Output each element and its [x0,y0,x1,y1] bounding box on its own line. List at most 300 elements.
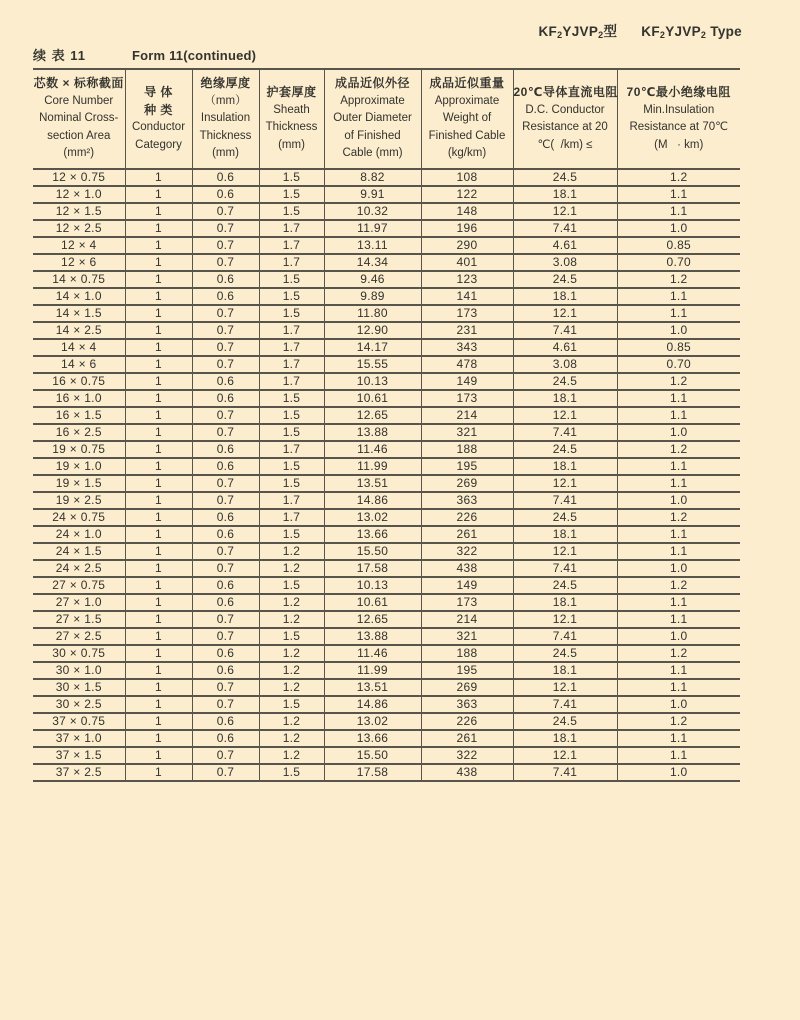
cell-conductor-category: 1 [125,169,192,186]
cell-insulation-thickness: 0.6 [192,441,259,458]
cell-approx-weight: 401 [421,254,513,271]
cell-insulation-thickness: 0.6 [192,730,259,747]
cell-dc-conductor-resistance: 18.1 [513,594,617,611]
cell-sheath-thickness: 1.5 [259,288,324,305]
cell-approx-weight: 195 [421,458,513,475]
cell-min-insulation-resistance: 1.0 [617,220,740,237]
cell-conductor-category: 1 [125,203,192,220]
cell-core-number-cross-section: 12 × 1.5 [33,203,125,220]
cell-core-number-cross-section: 14 × 1.5 [33,305,125,322]
cell-min-insulation-resistance: 1.2 [617,577,740,594]
header-line: Cable (mm) [342,147,403,160]
cell-insulation-thickness: 0.7 [192,407,259,424]
header-line: Conductor [131,121,186,133]
cell-core-number-cross-section: 37 × 0.75 [33,713,125,730]
cell-conductor-category: 1 [125,237,192,254]
cell-approx-weight: 173 [421,305,513,322]
cell-sheath-thickness: 1.2 [259,543,324,560]
cell-dc-conductor-resistance: 24.5 [513,169,617,186]
cell-min-insulation-resistance: 1.1 [617,662,740,679]
header-line: 导 体 [144,85,173,99]
cell-approx-weight: 122 [421,186,513,203]
cell-min-insulation-resistance: 1.1 [617,526,740,543]
doc-type-title-en: $KF_2YJVP_2$ Type [641,24,742,40]
cell-core-number-cross-section: 14 × 2.5 [33,322,125,339]
cell-dc-conductor-resistance: 7.41 [513,764,617,781]
cell-min-insulation-resistance: 1.2 [617,713,740,730]
cell-sheath-thickness: 1.5 [259,186,324,203]
cell-sheath-thickness: 1.7 [259,237,324,254]
cell-approx-weight: 231 [421,322,513,339]
cell-conductor-category: 1 [125,713,192,730]
cell-approx-weight: 214 [421,407,513,424]
cell-sheath-thickness: 1.7 [259,254,324,271]
cell-sheath-thickness: 1.2 [259,730,324,747]
cell-dc-conductor-resistance: 12.1 [513,407,617,424]
cell-core-number-cross-section: 30 × 2.5 [33,696,125,713]
cell-min-insulation-resistance: 1.1 [617,611,740,628]
header-line: 成品近似外径 [334,76,410,91]
header-line: D.C. Conductor [525,103,605,116]
cell-approx-outer-diameter: 13.66 [324,526,421,543]
table-row [33,356,740,373]
header-line: Category [135,138,182,151]
table-row [33,407,740,424]
cell-core-number-cross-section: 19 × 1.5 [33,475,125,492]
cell-insulation-thickness: 0.6 [192,662,259,679]
cell-approx-outer-diameter: 11.46 [324,645,421,662]
header-line: (M · km) [654,138,704,151]
cell-approx-weight: 149 [421,373,513,390]
cell-dc-conductor-resistance: 7.41 [513,322,617,339]
table-row [33,390,740,407]
cell-insulation-thickness: 0.7 [192,220,259,237]
table-header [33,69,740,169]
cell-approx-weight: 188 [421,645,513,662]
header-line: Thickness [199,129,252,142]
cell-dc-conductor-resistance: 18.1 [513,458,617,475]
cell-sheath-thickness: 1.2 [259,560,324,577]
cell-insulation-thickness: 0.7 [192,628,259,645]
cell-approx-weight: 290 [421,237,513,254]
cell-min-insulation-resistance: 1.0 [617,492,740,509]
table-row [33,186,740,203]
cell-insulation-thickness: 0.7 [192,475,259,492]
table-caption-cn: 续 表 11 [33,48,86,63]
table-row [33,577,740,594]
cable-spec-table [33,68,740,782]
table-row [33,560,740,577]
cell-conductor-category: 1 [125,594,192,611]
cell-insulation-thickness: 0.7 [192,356,259,373]
header-line: 成品近似重量 [429,76,505,91]
cell-conductor-category: 1 [125,271,192,288]
table-row [33,322,740,339]
cell-dc-conductor-resistance: 7.41 [513,560,617,577]
table-row [33,526,740,543]
table-row [33,628,740,645]
cell-approx-outer-diameter: 14.86 [324,696,421,713]
table-row [33,730,740,747]
cell-sheath-thickness: 1.7 [259,220,324,237]
cell-sheath-thickness: 1.2 [259,747,324,764]
table-row [33,373,740,390]
cell-dc-conductor-resistance: 7.41 [513,628,617,645]
cell-approx-outer-diameter: 9.46 [324,271,421,288]
cell-sheath-thickness: 1.7 [259,373,324,390]
cell-approx-outer-diameter: 15.55 [324,356,421,373]
cell-dc-conductor-resistance: 3.08 [513,356,617,373]
header-cell-insulation-thickness [192,69,259,169]
cell-sheath-thickness: 1.5 [259,203,324,220]
cell-dc-conductor-resistance: 12.1 [513,543,617,560]
cell-approx-weight: 214 [421,611,513,628]
table-row [33,696,740,713]
cell-approx-outer-diameter: 15.50 [324,543,421,560]
cell-approx-weight: 141 [421,288,513,305]
cell-approx-outer-diameter: 10.13 [324,373,421,390]
header-line: Resistance at 70℃ [629,121,729,133]
cell-sheath-thickness: 1.5 [259,577,324,594]
table-row [33,441,740,458]
cell-approx-weight: 226 [421,509,513,526]
cell-sheath-thickness: 1.5 [259,458,324,475]
cell-conductor-category: 1 [125,747,192,764]
header-cell-approx-weight [421,69,513,169]
table-row [33,747,740,764]
cell-conductor-category: 1 [125,662,192,679]
cell-insulation-thickness: 0.6 [192,577,259,594]
cell-approx-weight: 261 [421,526,513,543]
cell-approx-outer-diameter: 13.51 [324,679,421,696]
cell-min-insulation-resistance: 1.1 [617,730,740,747]
cell-dc-conductor-resistance: 24.5 [513,441,617,458]
cell-sheath-thickness: 1.2 [259,611,324,628]
cell-insulation-thickness: 0.7 [192,305,259,322]
cell-dc-conductor-resistance: 18.1 [513,288,617,305]
cell-core-number-cross-section: 16 × 1.0 [33,390,125,407]
cell-conductor-category: 1 [125,220,192,237]
cell-insulation-thickness: 0.6 [192,271,259,288]
cell-approx-outer-diameter: 9.89 [324,288,421,305]
cell-conductor-category: 1 [125,424,192,441]
cell-approx-outer-diameter: 12.65 [324,611,421,628]
cell-dc-conductor-resistance: 3.08 [513,254,617,271]
cell-approx-outer-diameter: 12.90 [324,322,421,339]
cell-conductor-category: 1 [125,696,192,713]
cell-insulation-thickness: 0.6 [192,373,259,390]
cell-approx-outer-diameter: 17.58 [324,764,421,781]
cell-approx-weight: 149 [421,577,513,594]
cell-sheath-thickness: 1.2 [259,679,324,696]
header-cell-sheath-thickness [259,69,324,169]
header-line: Sheath [273,103,310,116]
cell-core-number-cross-section: 37 × 1.0 [33,730,125,747]
cell-conductor-category: 1 [125,339,192,356]
header-line: Resistance at 20 [522,121,608,133]
cell-insulation-thickness: 0.7 [192,543,259,560]
table-caption [33,45,742,68]
cell-approx-weight: 322 [421,747,513,764]
cell-dc-conductor-resistance: 24.5 [513,577,617,594]
cell-core-number-cross-section: 19 × 1.0 [33,458,125,475]
table-row [33,713,740,730]
cell-min-insulation-resistance: 0.70 [617,254,740,271]
cell-min-insulation-resistance: 1.1 [617,203,740,220]
cell-core-number-cross-section: 14 × 1.0 [33,288,125,305]
cell-sheath-thickness: 1.5 [259,424,324,441]
cell-insulation-thickness: 0.6 [192,390,259,407]
header-line: (kg/km) [447,147,487,160]
table-row [33,339,740,356]
cell-min-insulation-resistance: 1.2 [617,509,740,526]
cell-conductor-category: 1 [125,679,192,696]
cell-min-insulation-resistance: 1.0 [617,696,740,713]
header-cell-min-insulation-resistance [617,69,740,169]
cell-min-insulation-resistance: 1.1 [617,594,740,611]
cell-min-insulation-resistance: 1.1 [617,458,740,475]
cell-sheath-thickness: 1.5 [259,407,324,424]
cell-dc-conductor-resistance: 24.5 [513,509,617,526]
cell-core-number-cross-section: 24 × 1.0 [33,526,125,543]
cell-approx-weight: 321 [421,424,513,441]
cell-dc-conductor-resistance: 18.1 [513,730,617,747]
cell-approx-outer-diameter: 12.65 [324,407,421,424]
cell-conductor-category: 1 [125,373,192,390]
cell-sheath-thickness: 1.7 [259,441,324,458]
cell-sheath-thickness: 1.7 [259,322,324,339]
cell-min-insulation-resistance: 1.1 [617,747,740,764]
header-line: (mm²) [63,147,95,160]
cell-core-number-cross-section: 12 × 6 [33,254,125,271]
cell-insulation-thickness: 0.7 [192,339,259,356]
cell-conductor-category: 1 [125,560,192,577]
cell-approx-weight: 269 [421,679,513,696]
cell-approx-outer-diameter: 11.99 [324,458,421,475]
cell-dc-conductor-resistance: 7.41 [513,424,617,441]
cell-core-number-cross-section: 30 × 0.75 [33,645,125,662]
cell-insulation-thickness: 0.6 [192,169,259,186]
cell-min-insulation-resistance: 1.2 [617,373,740,390]
cell-conductor-category: 1 [125,288,192,305]
doc-type-title [33,20,742,40]
table-row [33,424,740,441]
cell-core-number-cross-section: 19 × 0.75 [33,441,125,458]
header-line: Approximate [340,94,405,107]
cell-insulation-thickness: 0.7 [192,696,259,713]
cell-approx-outer-diameter: 14.17 [324,339,421,356]
cell-min-insulation-resistance: 1.0 [617,424,740,441]
cell-min-insulation-resistance: 1.1 [617,679,740,696]
cell-insulation-thickness: 0.7 [192,492,259,509]
cell-dc-conductor-resistance: 12.1 [513,203,617,220]
cell-insulation-thickness: 0.6 [192,645,259,662]
header-line: of Finished [344,129,401,142]
cell-conductor-category: 1 [125,458,192,475]
header-line: 70℃最小绝缘电阻 [626,85,731,99]
cell-core-number-cross-section: 12 × 2.5 [33,220,125,237]
cell-insulation-thickness: 0.7 [192,764,259,781]
table-row [33,271,740,288]
cell-min-insulation-resistance: 1.2 [617,169,740,186]
cell-core-number-cross-section: 14 × 6 [33,356,125,373]
cell-approx-outer-diameter: 11.99 [324,662,421,679]
header-cell-dc-conductor-resistance [513,69,617,169]
cell-insulation-thickness: 0.6 [192,713,259,730]
cell-approx-outer-diameter: 10.61 [324,594,421,611]
table-row [33,288,740,305]
cell-core-number-cross-section: 12 × 0.75 [33,169,125,186]
cell-dc-conductor-resistance: 24.5 [513,645,617,662]
header-cell-approx-outer-diameter [324,69,421,169]
cell-sheath-thickness: 1.5 [259,526,324,543]
cell-approx-weight: 322 [421,543,513,560]
cell-sheath-thickness: 1.5 [259,764,324,781]
cell-core-number-cross-section: 16 × 2.5 [33,424,125,441]
cell-sheath-thickness: 1.7 [259,492,324,509]
cell-core-number-cross-section: 27 × 0.75 [33,577,125,594]
cell-dc-conductor-resistance: 24.5 [513,713,617,730]
header-line: section Area [47,129,111,142]
cell-insulation-thickness: 0.7 [192,611,259,628]
cell-conductor-category: 1 [125,254,192,271]
cell-min-insulation-resistance: 1.1 [617,288,740,305]
cell-conductor-category: 1 [125,390,192,407]
cell-core-number-cross-section: 12 × 1.0 [33,186,125,203]
cell-dc-conductor-resistance: 24.5 [513,271,617,288]
header-line: 芯数 × 标称截面 [33,76,124,91]
cell-approx-weight: 478 [421,356,513,373]
cell-min-insulation-resistance: 1.1 [617,543,740,560]
cell-approx-outer-diameter: 13.66 [324,730,421,747]
table-row [33,475,740,492]
table-row [33,662,740,679]
cell-approx-weight: 123 [421,271,513,288]
cell-sheath-thickness: 1.5 [259,390,324,407]
cell-insulation-thickness: 0.6 [192,594,259,611]
cell-min-insulation-resistance: 0.85 [617,339,740,356]
header-cell-conductor-category [125,69,192,169]
cell-min-insulation-resistance: 1.1 [617,475,740,492]
cell-conductor-category: 1 [125,322,192,339]
cell-min-insulation-resistance: 1.1 [617,390,740,407]
cell-min-insulation-resistance: 1.1 [617,407,740,424]
cell-dc-conductor-resistance: 7.41 [513,492,617,509]
cell-insulation-thickness: 0.7 [192,237,259,254]
cell-approx-weight: 269 [421,475,513,492]
cell-approx-outer-diameter: 13.88 [324,628,421,645]
header-line: 种 类 [144,102,173,117]
cell-min-insulation-resistance: 1.2 [617,441,740,458]
header-line: Nominal Cross- [39,112,119,125]
cell-dc-conductor-resistance: 12.1 [513,679,617,696]
cell-approx-outer-diameter: 10.13 [324,577,421,594]
table-row [33,254,740,271]
cell-approx-weight: 196 [421,220,513,237]
cell-min-insulation-resistance: 1.0 [617,764,740,781]
cell-approx-weight: 438 [421,560,513,577]
table-row [33,764,740,781]
cell-min-insulation-resistance: 1.2 [617,645,740,662]
cell-core-number-cross-section: 16 × 1.5 [33,407,125,424]
table-row [33,594,740,611]
cell-conductor-category: 1 [125,186,192,203]
cell-insulation-thickness: 0.7 [192,747,259,764]
cell-approx-outer-diameter: 15.50 [324,747,421,764]
table-row [33,305,740,322]
cell-insulation-thickness: 0.6 [192,526,259,543]
cell-conductor-category: 1 [125,611,192,628]
table-body [33,169,740,781]
table-row [33,237,740,254]
table-caption-en: Form 11(continued) [131,48,257,63]
cell-conductor-category: 1 [125,492,192,509]
cell-dc-conductor-resistance: 18.1 [513,662,617,679]
cell-insulation-thickness: 0.7 [192,679,259,696]
header-line: Weight of [442,112,492,125]
cell-sheath-thickness: 1.5 [259,305,324,322]
cell-approx-weight: 363 [421,696,513,713]
cell-sheath-thickness: 1.7 [259,339,324,356]
cell-approx-weight: 173 [421,594,513,611]
table-row [33,679,740,696]
header-line: (mm) [278,138,305,151]
cell-conductor-category: 1 [125,509,192,526]
cell-core-number-cross-section: 37 × 2.5 [33,764,125,781]
header-line: Min.Insulation [643,103,715,116]
cell-sheath-thickness: 1.7 [259,356,324,373]
cell-approx-outer-diameter: 11.80 [324,305,421,322]
cell-core-number-cross-section: 30 × 1.0 [33,662,125,679]
header-line: (mm) [212,147,239,160]
cell-core-number-cross-section: 19 × 2.5 [33,492,125,509]
cell-approx-outer-diameter: 8.82 [324,169,421,186]
cell-conductor-category: 1 [125,475,192,492]
cell-insulation-thickness: 0.7 [192,560,259,577]
cell-approx-weight: 173 [421,390,513,407]
table-row [33,509,740,526]
cell-core-number-cross-section: 27 × 1.0 [33,594,125,611]
cell-approx-outer-diameter: 14.86 [324,492,421,509]
cell-approx-outer-diameter: 9.91 [324,186,421,203]
cell-conductor-category: 1 [125,543,192,560]
cell-approx-weight: 343 [421,339,513,356]
cell-insulation-thickness: 0.6 [192,509,259,526]
table-row [33,220,740,237]
table-row [33,458,740,475]
cell-conductor-category: 1 [125,305,192,322]
cell-conductor-category: 1 [125,407,192,424]
cell-insulation-thickness: 0.6 [192,288,259,305]
cell-dc-conductor-resistance: 24.5 [513,373,617,390]
doc-type-title-cn: $KF_2YJVP_2$型 [538,24,618,40]
cell-sheath-thickness: 1.2 [259,713,324,730]
cell-sheath-thickness: 1.5 [259,628,324,645]
cell-approx-outer-diameter: 17.58 [324,560,421,577]
header-line: Outer Diameter [333,112,412,125]
cell-dc-conductor-resistance: 18.1 [513,390,617,407]
cell-conductor-category: 1 [125,441,192,458]
cell-dc-conductor-resistance: 12.1 [513,305,617,322]
cell-core-number-cross-section: 30 × 1.5 [33,679,125,696]
cell-sheath-thickness: 1.5 [259,271,324,288]
cell-approx-weight: 226 [421,713,513,730]
cell-approx-outer-diameter: 13.11 [324,237,421,254]
cell-approx-outer-diameter: 11.46 [324,441,421,458]
cell-dc-conductor-resistance: 4.61 [513,237,617,254]
cell-min-insulation-resistance: 0.70 [617,356,740,373]
table-row [33,492,740,509]
